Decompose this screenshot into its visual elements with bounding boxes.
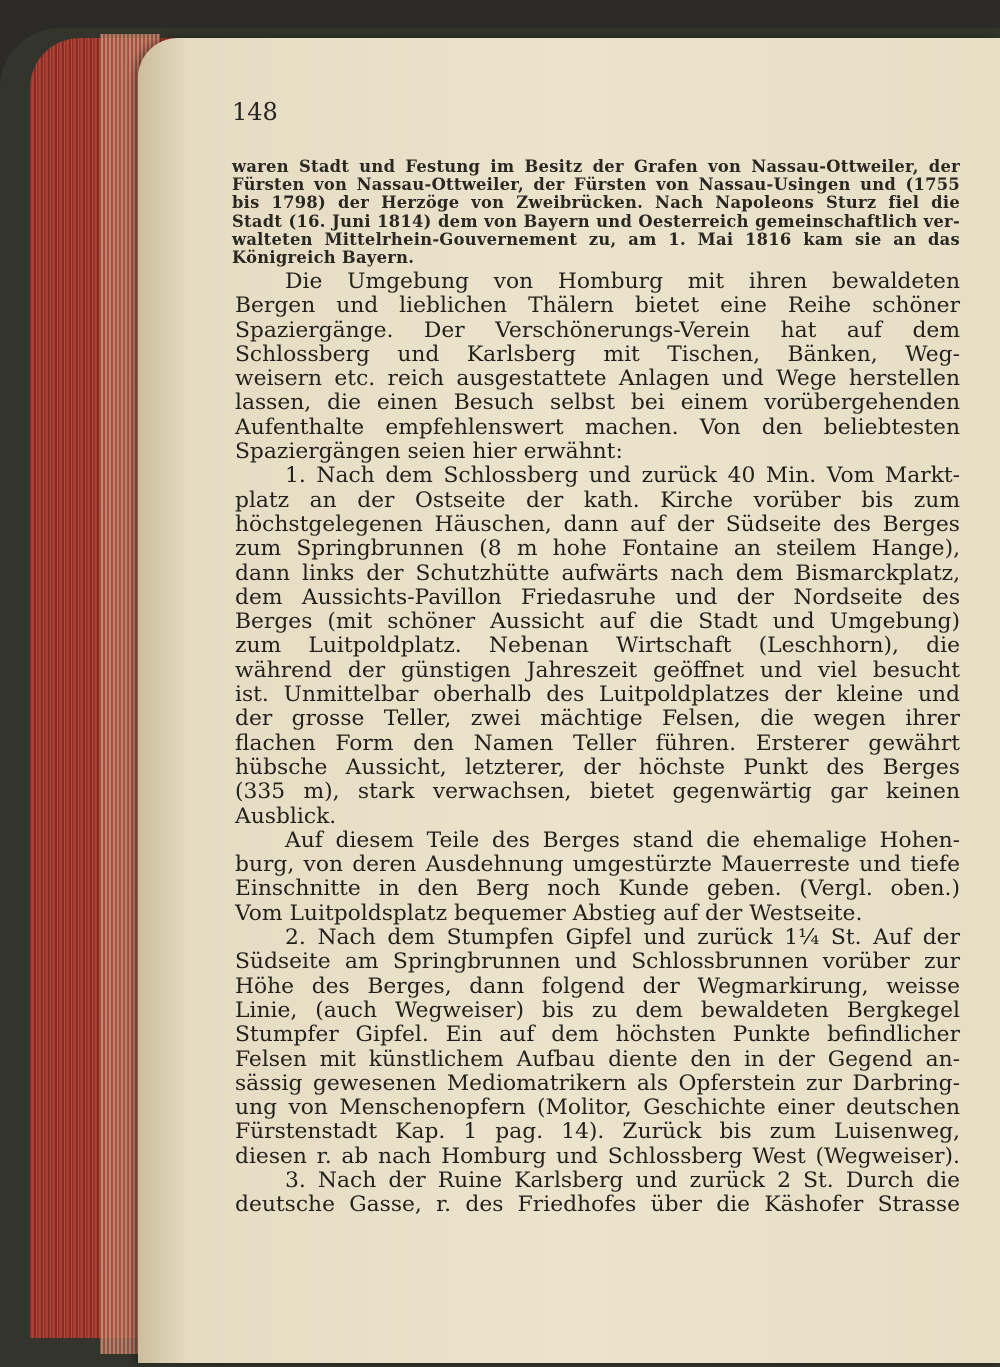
text-line: Fürstenstadt Kap. 1 pag. 14). Zurück bis zum Luisenweg, — [235, 1119, 960, 1145]
text-line: dann links der Schutzhütte aufwärts nach dem Bismarckplatz, — [235, 560, 960, 586]
text-line: Ausblick. — [235, 803, 337, 829]
text-line: 2. Nach dem Stumpfen Gipfel und zurück 1¼ St. Auf der — [285, 925, 960, 951]
text-line: höchstgelegenen Häuschen, dann auf der Südseite des Berges — [235, 511, 960, 537]
small-line: Königreich Bayern. — [232, 248, 415, 268]
text-line: ung von Menschenopfern (Molitor, Geschichte einer deutschen — [235, 1095, 960, 1121]
text-line: Schlossberg und Karlsberg mit Tischen, Bänken, Weg- — [235, 341, 960, 367]
text-line: Linie, (auch Wegweiser) bis zu dem bewaldeten Bergkegel — [235, 997, 960, 1023]
small-line: waren Stadt und Festung im Besitz der Grafen von Nassau-Ottweiler, der — [232, 157, 960, 176]
text-line: Vom Luitpoldsplatz bequemer Abstieg auf der Westseite. — [235, 900, 863, 926]
text-line: der grosse Teller, zwei mächtige Felsen, die wegen ihrer — [235, 706, 960, 732]
text-line: zum Luitpoldplatz. Nebenan Wirtschaft (Leschhorn), die — [235, 633, 960, 659]
text-line: diesen r. ab nach Homburg und Schlossberg West (Wegweiser). — [235, 1143, 960, 1169]
small-line: bis 1798) der Herzöge von Zweibrücken. Nach Napoleons Sturz fiel die — [232, 193, 960, 213]
small-print-paragraph — [232, 158, 960, 267]
text-line: lassen, die einen Besuch selbst bei einem vorübergehenden — [235, 390, 960, 416]
text-line: Aufenthalte empfehlenswert machen. Von den beliebtesten — [235, 414, 960, 440]
text-line: sässig gewesenen Mediomatrikern als Opferstein zur Darbring- — [235, 1070, 960, 1096]
small-line: walteten Mittelrhein-Gouvernement zu, am 1. Mai 1816 kam sie an das — [232, 229, 960, 249]
text-line: hübsche Aussicht, letzterer, der höchste Punkt des Berges — [235, 754, 960, 780]
text-line: flachen Form den Namen Teller führen. Ersterer gewährt — [235, 730, 960, 756]
small-line: Stadt (16. Juni 1814) dem von Bayern und Oesterreich gemeinschaftlich ver- — [232, 211, 960, 231]
text-line: Spaziergänge. Der Verschönerungs-Verein hat auf dem — [235, 317, 960, 343]
text-line: 1. Nach dem Schlossberg und zurück 40 Min. Vom Markt- — [285, 463, 960, 489]
text-line: 3. Nach der Ruine Karlsberg und zurück 2 St. Durch die — [285, 1167, 960, 1193]
text-line: Einschnitte in den Berg noch Kunde geben. (Vergl. oben.) — [235, 876, 960, 902]
text-line: Spaziergängen seien hier erwähnt: — [235, 439, 623, 465]
text-line: platz an der Ostseite der kath. Kirche vorüber bis zum — [235, 487, 960, 513]
page-number: 148 — [232, 98, 278, 126]
text-line: burg, von deren Ausdehnung umgestürzte Mauerreste und tiefe — [235, 852, 960, 878]
small-line: Fürsten von Nassau-Ottweiler, der Fürsten von Nassau-Usingen und (1755 — [232, 175, 960, 195]
text-line: dem Aussichts-Pavillon Friedasruhe und der Nordseite des — [235, 584, 960, 610]
text-line: ist. Unmittelbar oberhalb des Luitpoldplatzes der kleine und — [235, 682, 960, 708]
text-line: Stumpfer Gipfel. Ein auf dem höchsten Punkte befindlicher — [235, 1022, 960, 1048]
text-line: Auf diesem Teile des Berges stand die ehemalige Hohen- — [285, 827, 960, 853]
text-line: deutsche Gasse, r. des Friedhofes über die Käshofer Strasse — [235, 1192, 960, 1218]
text-line: Bergen und lieblichen Thälern bietet eine Reihe schöner — [235, 293, 960, 319]
text-line: während der günstigen Jahreszeit geöffnet und viel besucht — [235, 657, 960, 683]
text-line: zum Springbrunnen (8 m hohe Fontaine an steilem Hange), — [235, 536, 960, 562]
text-line: Berges (mit schöner Aussicht auf die Stadt und Umgebung) — [235, 609, 960, 635]
main-text — [235, 270, 960, 1218]
text-line: Südseite am Springbrunnen und Schlossbrunnen vorüber zur — [235, 949, 960, 975]
text-line: (335 m), stark verwachsen, bietet gegenwärtig gar keinen — [235, 779, 960, 805]
text-line: Felsen mit künstlichem Aufbau diente den in der Gegend an- — [235, 1046, 960, 1072]
text-line: Die Umgebung von Homburg mit ihren bewaldeten — [285, 269, 960, 294]
text-line: Höhe des Berges, dann folgend der Wegmarkirung, weisse — [235, 973, 960, 999]
text-line: weisern etc. reich ausgestattete Anlagen und Wege herstellen — [235, 366, 960, 392]
